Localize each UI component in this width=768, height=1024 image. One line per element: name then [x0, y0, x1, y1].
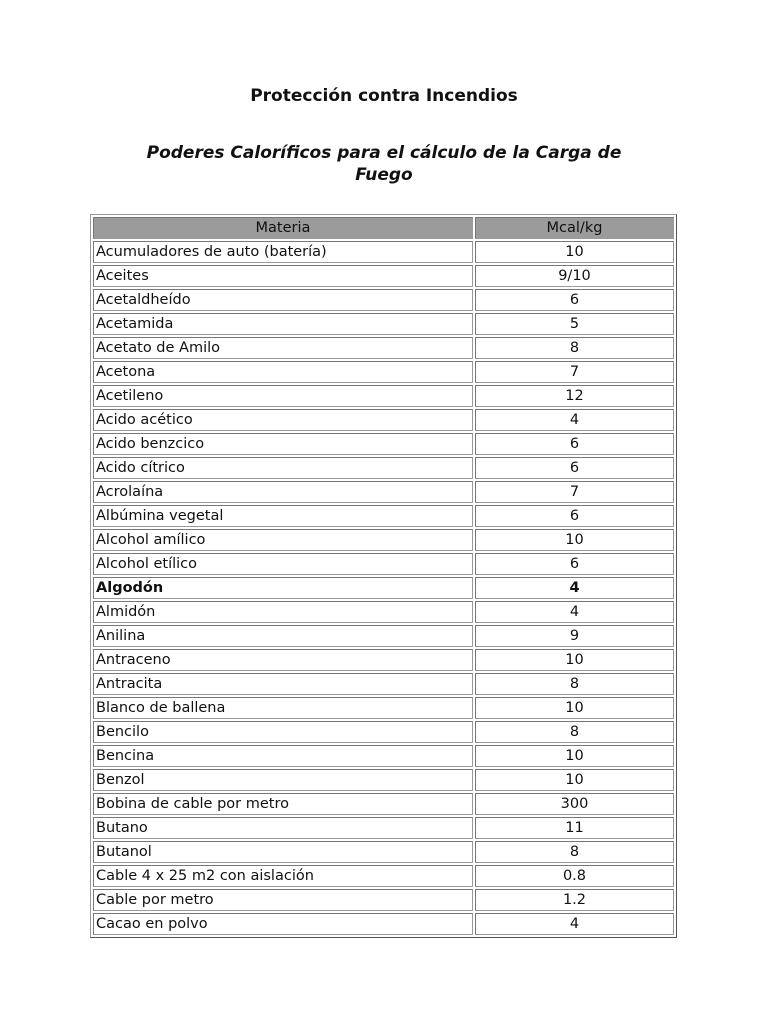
cell-mcal-kg: 6: [475, 553, 674, 575]
cell-materia: Cable 4 x 25 m2 con aislación: [93, 865, 473, 887]
cell-mcal-kg: 7: [475, 481, 674, 503]
cell-mcal-kg: 300: [475, 793, 674, 815]
table-row: [93, 385, 674, 407]
cell-mcal-kg: 6: [475, 433, 674, 455]
cell-mcal-kg: 0.8: [475, 865, 674, 887]
cell-mcal-kg: 8: [475, 721, 674, 743]
table-row: [93, 913, 674, 935]
cell-materia: Bencilo: [93, 721, 473, 743]
table-row: [93, 241, 674, 263]
cell-mcal-kg: 8: [475, 841, 674, 863]
table-row: [93, 409, 674, 431]
cell-mcal-kg: 10: [475, 769, 674, 791]
table-row: [93, 793, 674, 815]
cell-materia: Benzol: [93, 769, 473, 791]
cell-mcal-kg: 4: [475, 913, 674, 935]
cell-materia: Acetamida: [93, 313, 473, 335]
table-row: [93, 841, 674, 863]
header-materia: Materia: [93, 217, 473, 239]
cell-materia: Antracita: [93, 673, 473, 695]
table-row: [93, 289, 674, 311]
table-body: [93, 241, 674, 935]
cell-materia: Bencina: [93, 745, 473, 767]
table-row: [93, 481, 674, 503]
table-row: [93, 721, 674, 743]
document-title: Protección contra Incendios: [250, 86, 518, 106]
cell-materia: Acetileno: [93, 385, 473, 407]
cell-materia: Acido benzcico: [93, 433, 473, 455]
cell-materia: Aceites: [93, 265, 473, 287]
cell-materia: Alcohol amílico: [93, 529, 473, 551]
table-row: [93, 745, 674, 767]
cell-materia: Butanol: [93, 841, 473, 863]
cell-mcal-kg: 11: [475, 817, 674, 839]
table-row: [93, 577, 674, 599]
cell-mcal-kg: 4: [475, 409, 674, 431]
cell-mcal-kg: 10: [475, 241, 674, 263]
table-row: [93, 889, 674, 911]
cell-materia: Acumuladores de auto (batería): [93, 241, 473, 263]
cell-materia: Algodón: [93, 577, 473, 599]
table-row: [93, 265, 674, 287]
table-row: [93, 697, 674, 719]
cell-materia: Acido acético: [93, 409, 473, 431]
calorific-values-table: [90, 214, 677, 938]
table-row: [93, 433, 674, 455]
cell-mcal-kg: 10: [475, 649, 674, 671]
header-mcal-kg: Mcal/kg: [475, 217, 674, 239]
cell-mcal-kg: 6: [475, 457, 674, 479]
cell-materia: Acetato de Amilo: [93, 337, 473, 359]
table-header-row: [93, 217, 674, 239]
cell-materia: Almidón: [93, 601, 473, 623]
cell-mcal-kg: 6: [475, 289, 674, 311]
table-row: [93, 673, 674, 695]
cell-materia: Butano: [93, 817, 473, 839]
cell-materia: Acido cítrico: [93, 457, 473, 479]
cell-mcal-kg: 4: [475, 577, 674, 599]
cell-mcal-kg: 12: [475, 385, 674, 407]
cell-mcal-kg: 9/10: [475, 265, 674, 287]
table-row: [93, 505, 674, 527]
cell-materia: Acetaldheído: [93, 289, 473, 311]
cell-materia: Cacao en polvo: [93, 913, 473, 935]
table-row: [93, 529, 674, 551]
table-row: [93, 313, 674, 335]
table-row: [93, 865, 674, 887]
cell-materia: Antraceno: [93, 649, 473, 671]
table-row: [93, 601, 674, 623]
cell-mcal-kg: 4: [475, 601, 674, 623]
table-row: [93, 361, 674, 383]
cell-materia: Albúmina vegetal: [93, 505, 473, 527]
document-subtitle: Poderes Caloríficos para el cálculo de la Carga de Fuego: [146, 143, 622, 185]
cell-mcal-kg: 10: [475, 745, 674, 767]
cell-materia: Anilina: [93, 625, 473, 647]
table-row: [93, 553, 674, 575]
cell-materia: Blanco de ballena: [93, 697, 473, 719]
cell-materia: Acrolaína: [93, 481, 473, 503]
cell-mcal-kg: 8: [475, 673, 674, 695]
cell-mcal-kg: 1.2: [475, 889, 674, 911]
table-row: [93, 457, 674, 479]
cell-mcal-kg: 9: [475, 625, 674, 647]
table-row: [93, 625, 674, 647]
table-row: [93, 649, 674, 671]
cell-materia: Bobina de cable por metro: [93, 793, 473, 815]
cell-materia: Cable por metro: [93, 889, 473, 911]
cell-mcal-kg: 5: [475, 313, 674, 335]
table-row: [93, 817, 674, 839]
cell-mcal-kg: 10: [475, 529, 674, 551]
cell-mcal-kg: 7: [475, 361, 674, 383]
cell-materia: Acetona: [93, 361, 473, 383]
cell-materia: Alcohol etílico: [93, 553, 473, 575]
cell-mcal-kg: 8: [475, 337, 674, 359]
table-row: [93, 337, 674, 359]
cell-mcal-kg: 6: [475, 505, 674, 527]
cell-mcal-kg: 10: [475, 697, 674, 719]
table-row: [93, 769, 674, 791]
